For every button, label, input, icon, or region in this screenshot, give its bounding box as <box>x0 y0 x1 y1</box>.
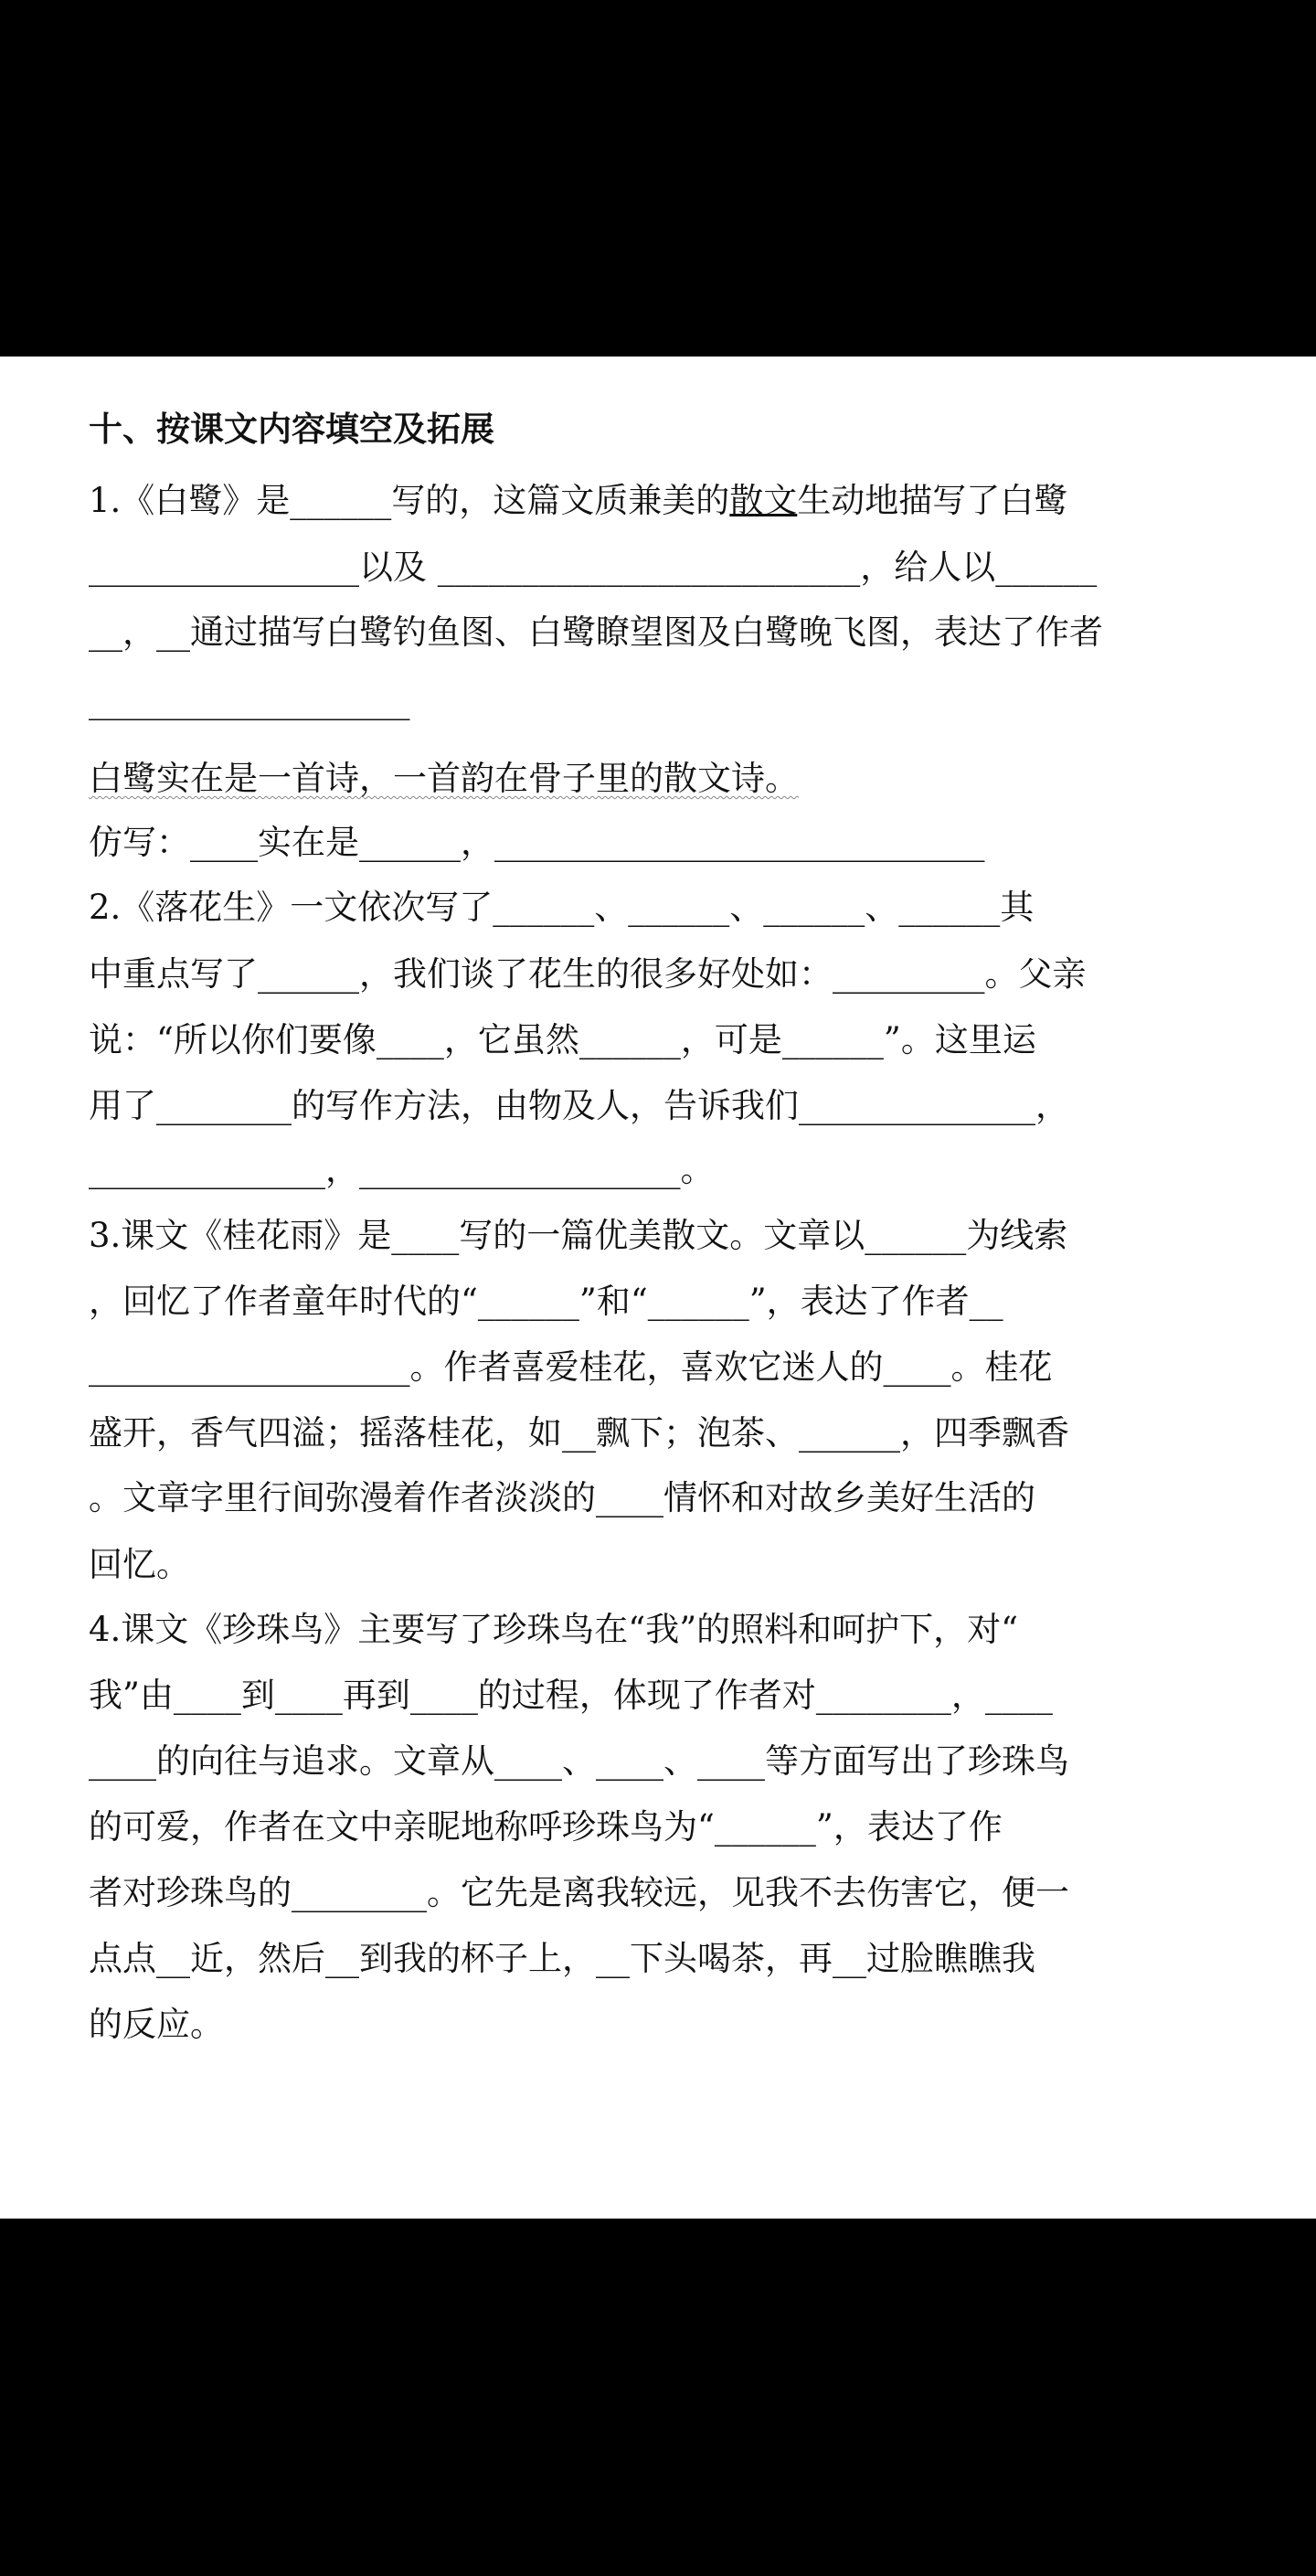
text-line: 点点__近，然后__到我的杯子上，__下头喝茶，再__过脸瞧瞧我 <box>89 1939 1035 1978</box>
text-line: __，__通过描写白鹭钓鱼图、白鹭瞭望图及白鹭晚飞图，表达了作者 <box>89 612 1103 652</box>
text-line: 4.课文《珍珠鸟》主要写了珍珠鸟在“我”的照料和呵护下，对“ <box>89 1610 1019 1649</box>
text-line: ，回忆了作者童年时代的“______”和“______”，表达了作者__ <box>89 1282 1003 1321</box>
text-line: 。文章字里行间弥漫着作者淡淡的____情怀和对故乡美好生活的 <box>89 1478 1035 1517</box>
text-line: 的可爱，作者在文中亲昵地称呼珍珠鸟为“______”，表达了作 <box>89 1807 1003 1847</box>
text-line: 的反应。 <box>89 2005 224 2044</box>
text-line: 用了________的写作方法，由物及人，告诉我们______________， <box>89 1086 1069 1125</box>
underlined-word: 散文 <box>729 481 798 520</box>
text-line: 3.课文《桂花雨》是____写的一篇优美散文。文章以______为线索 <box>89 1216 1068 1255</box>
text-line: ____的向往与追求。文章从____、____、____等方面写出了珍珠鸟 <box>89 1741 1069 1781</box>
text-line: ___________________。作者喜爱桂花，喜欢它迷人的____。桂花 <box>89 1347 1053 1387</box>
text-line: 中重点写了______，我们谈了花生的很多好处如：_________。父亲 <box>89 954 1087 994</box>
text-line: 回忆。 <box>89 1545 190 1584</box>
text-line: 2.《落花生》一文依次写了______、______、______、______其 <box>89 888 1035 927</box>
text-line: ________________以及 _________________________，给人以______ <box>89 548 1098 587</box>
worksheet-page <box>0 357 1316 2219</box>
text-line: ___________________ <box>89 681 410 720</box>
text-line: 者对珍珠鸟的________。它先是离我较远，见我不去伤害它，便一 <box>89 1873 1069 1912</box>
text-line: 说：“所以你们要像____，它虽然______，可是______”。这里运 <box>89 1020 1036 1059</box>
text-line <box>89 756 1231 802</box>
text-line: ______________，___________________。 <box>89 1150 715 1189</box>
section-heading: 十、按课文内容填空及拓展 <box>89 410 494 449</box>
text-line: 1.《白鹭》是______写的，这篇文质兼美的散文生动地描写了白鹭 <box>89 481 1068 520</box>
text-line: 仿写：____实在是______，_____________________________ <box>89 823 985 862</box>
text-line: 盛开，香气四溢；摇落桂花，如__飘下；泡茶、______，四季飘香 <box>89 1413 1069 1453</box>
text-line: 我”由____到____再到____的过程，体现了作者对________，____ <box>89 1676 1053 1715</box>
highlighted-sentence: 白鹭实在是一首诗，一首韵在骨子里的散文诗。 <box>89 759 799 798</box>
